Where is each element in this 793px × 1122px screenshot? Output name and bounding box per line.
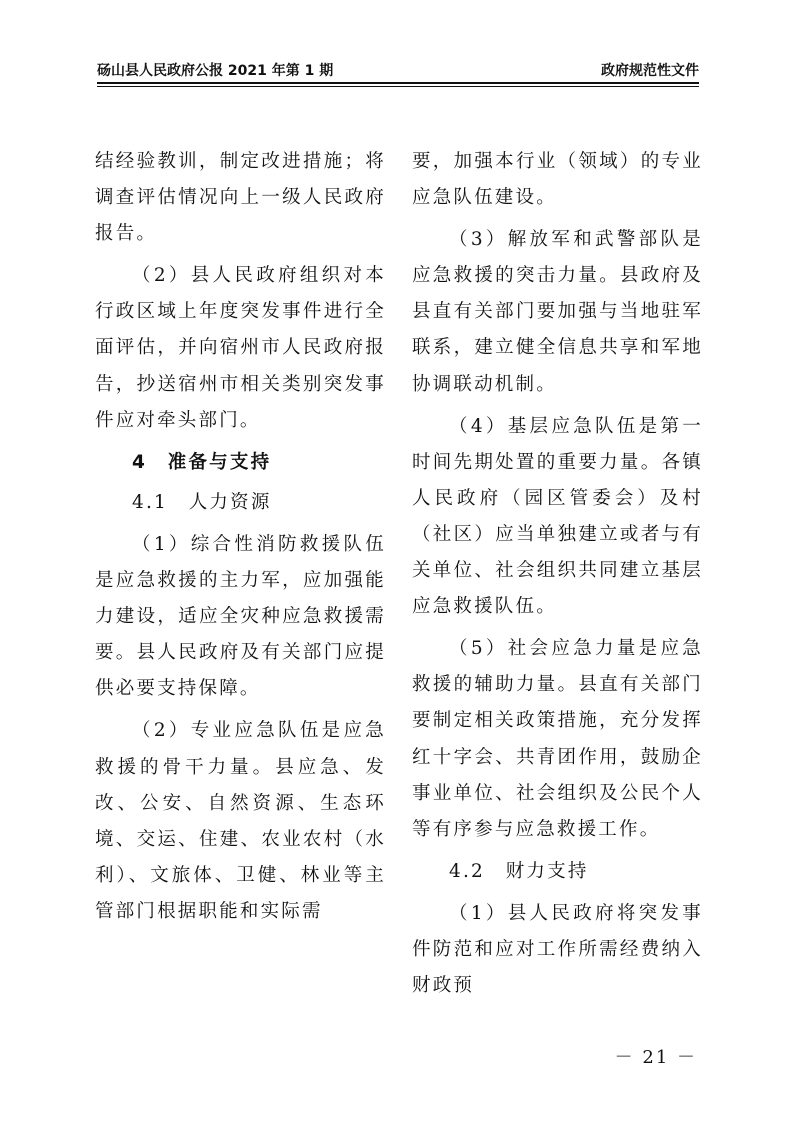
page-number: － 21 － [614,1047,697,1068]
paragraph: （1）综合性消防救援队伍是应急救援的主力军，应加强能力建设，适应全灾种应急救援需要。县人民政府及有关部门应提供必要支持保障。 [95,533,386,700]
subsection-heading: 4.1 人力资源 [132,491,272,513]
paragraph: 结经验教训，制定改进措施；将调查评估情况向上一级人民政府报告。 [95,151,386,245]
paragraph: （2）专业应急队伍是应急救援的骨干力量。县应急、发改、公安、自然资源、生态环境、交运、住建、农业农村（水利）、文旅体、卫健、林业等主管部门根据职能和实际需 [95,720,386,922]
paragraph: （4）基层应急队伍是第一时间先期处置的重要力量。各镇人民政府（园区管委会）及村（社区）应当单独建立或者与有关单位、社会组织共同建立基层应急救援队伍。 [412,415,703,618]
left-column [95,144,386,936]
subsection-heading: 4.2 财力支持 [449,860,589,882]
header-rule-thick [97,82,699,84]
paragraph: 要，加强本行业（领域）的专业应急队伍建设。 [412,151,703,209]
paragraph: （2）县人民政府组织对本行政区域上年度突发事件进行全面评估，并向宿州市人民政府报告，抄送宿州市相关类别突发事件应对牵头部门。 [95,265,386,431]
right-column [412,144,703,1010]
paragraph: （3）解放军和武警部队是应急救援的突击力量。县政府及县直有关部门要加强与当地驻军联系，建立健全信息共享和军地协调联动机制。 [412,229,703,395]
header-rule-thin [97,86,699,87]
paragraph: （1）县人民政府将突发事件防范和应对工作所需经费纳入财政预 [412,902,703,997]
bulletin-title: 砀山县人民政府公报 2021 年第 1 期 [97,63,334,79]
paragraph: （5）社会应急力量是应急救援的辅助力量。县直有关部门要制定相关政策措施，充分发挥红十字会、共青团作用，鼓励企事业单位、社会组织及公民个人等有序参与应急救援工作。 [412,638,703,840]
section-title: 政府规范性文件 [601,63,699,79]
section-heading: 4 准备与支持 [132,451,272,473]
page-header [97,58,699,80]
